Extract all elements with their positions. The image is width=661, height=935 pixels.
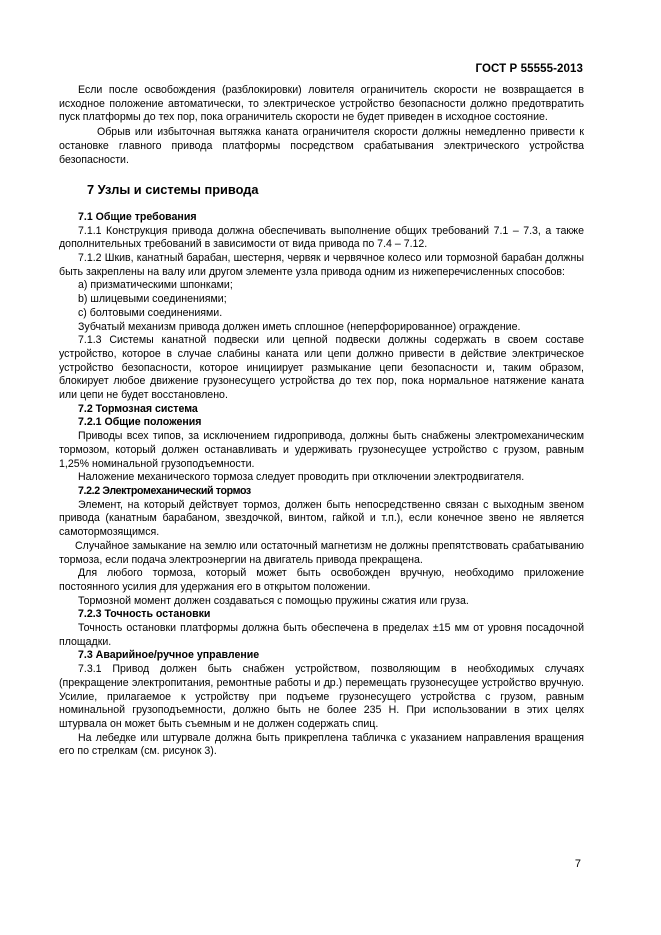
paragraph: Для любого тормоза, который может быть освобожден вручную, необходимо приложение постоянного усилия для удержания его в открытом положении. bbox=[59, 567, 584, 593]
paragraph: Точность остановки платформы должна быть обеспечена в пределах ±15 мм от уровня посадочной площадки. bbox=[59, 622, 584, 648]
paragraph: Зубчатый механизм привода должен иметь сплошное (неперфорированное) ограждение. bbox=[78, 320, 521, 333]
clause-heading: 7.2.2 Электромеханический тормоз bbox=[78, 484, 251, 497]
standard-designation: ГОСТ Р 55555-2013 bbox=[475, 63, 583, 75]
paragraph: Случайное замыкание на землю или остаточный магнетизм не должны препятствовать срабатыванию тормоза, если подача электроэнергии на двигатель привода прекращена. bbox=[59, 539, 584, 566]
paragraph: Обрыв или избыточная вытяжка каната ограничителя скорости должны немедленно привести к остановке главного привода платформы посредством срабатывания электрического устройства безопасности. bbox=[59, 126, 584, 166]
page-number: 7 bbox=[574, 858, 581, 870]
subsection-heading: 7.3 Аварийное/ручное управление bbox=[78, 649, 260, 662]
paragraph: Элемент, на который действует тормоз, должен быть непосредственно связан с выходным звеном привода (канатным барабаном, звездочкой, винтом, гайкой и т.п.), если конечное звено не является самотормозящимся. bbox=[59, 498, 584, 539]
paragraph: Наложение механического тормоза следует проводить при отключении электродвигателя. bbox=[78, 471, 525, 484]
subsection-heading: 7.2 Тормозная система bbox=[78, 402, 198, 415]
subsection-heading: 7.1 Общие требования bbox=[78, 210, 197, 223]
document-body bbox=[59, 84, 584, 759]
list-item: b) шлицевыми соединениями; bbox=[78, 293, 227, 306]
clause-heading: 7.2.1 Общие положения bbox=[78, 416, 202, 429]
list-item: c) болтовыми соединениями. bbox=[78, 306, 223, 319]
list-item: a) призматическими шпонками; bbox=[78, 279, 233, 292]
paragraph: На лебедке или штурвале должна быть прикреплена табличка с указанием направления вращения его по стрелкам (см. рисунок 3). bbox=[59, 731, 584, 758]
clause-heading: 7.2.3 Точность остановки bbox=[78, 608, 211, 621]
paragraph: 7.1.1 Конструкция привода должна обеспечивать выполнение общих требований 7.1 – 7.3, а также дополнительных требований в зависимости от вида привода по 7.4 – 7.12. bbox=[59, 224, 584, 251]
paragraph: Если после освобождения (разблокировки) ловителя ограничитель скорости не возвращается в исходное положение автоматически, то электрическое устройство безопасности должно предотвратить пуск платформы до тех пор, пока ограничитель скорости не будет приведен в исходное состояние. bbox=[59, 84, 584, 124]
paragraph: Тормозной момент должен создаваться с помощью пружины сжатия или груза. bbox=[78, 594, 469, 607]
section-heading: 7 Узлы и системы привода bbox=[87, 182, 259, 198]
paragraph: 7.1.2 Шкив, канатный барабан, шестерня, червяк и червячное колесо или тормозной барабан должны быть закреплены на валу или другом элементе узла привода одним из нижеперечисленных способов: bbox=[59, 252, 584, 278]
paragraph: Приводы всех типов, за исключением гидропривода, должны быть снабжены электромеханическим тормозом, который должен останавливать и удерживать грузонесущее устройство с грузом, равным 1,25% номинальной грузоподъемности. bbox=[59, 430, 584, 470]
paragraph: 7.1.3 Системы канатной подвески или цепной подвески должны содержать в своем составе устройство, которое в случае слабины каната или цепи должно привести в действие электрическое устройство безопасности, которое инициирует размыкание цепи безопасности и, таким образом, блокирует любое движение грузонесущего устройства до тех пор, пока нормальное натяжение каната или цепи не будет восстановлено. bbox=[59, 334, 584, 402]
paragraph: 7.3.1 Привод должен быть снабжен устройством, позволяющим в необходимых случаях (прекращение электропитания, ремонтные работы и др.) перемещать грузонесущее устройство вручную. Усилие, прилагаемое к устройству при подъеме грузонесущего устройства с грузом, равным номинальной грузоподъемности, должно быть не более 235 Н. При использовании в этих целях штурвала он может быть съемным и не должен содержать спиц. bbox=[59, 663, 584, 730]
